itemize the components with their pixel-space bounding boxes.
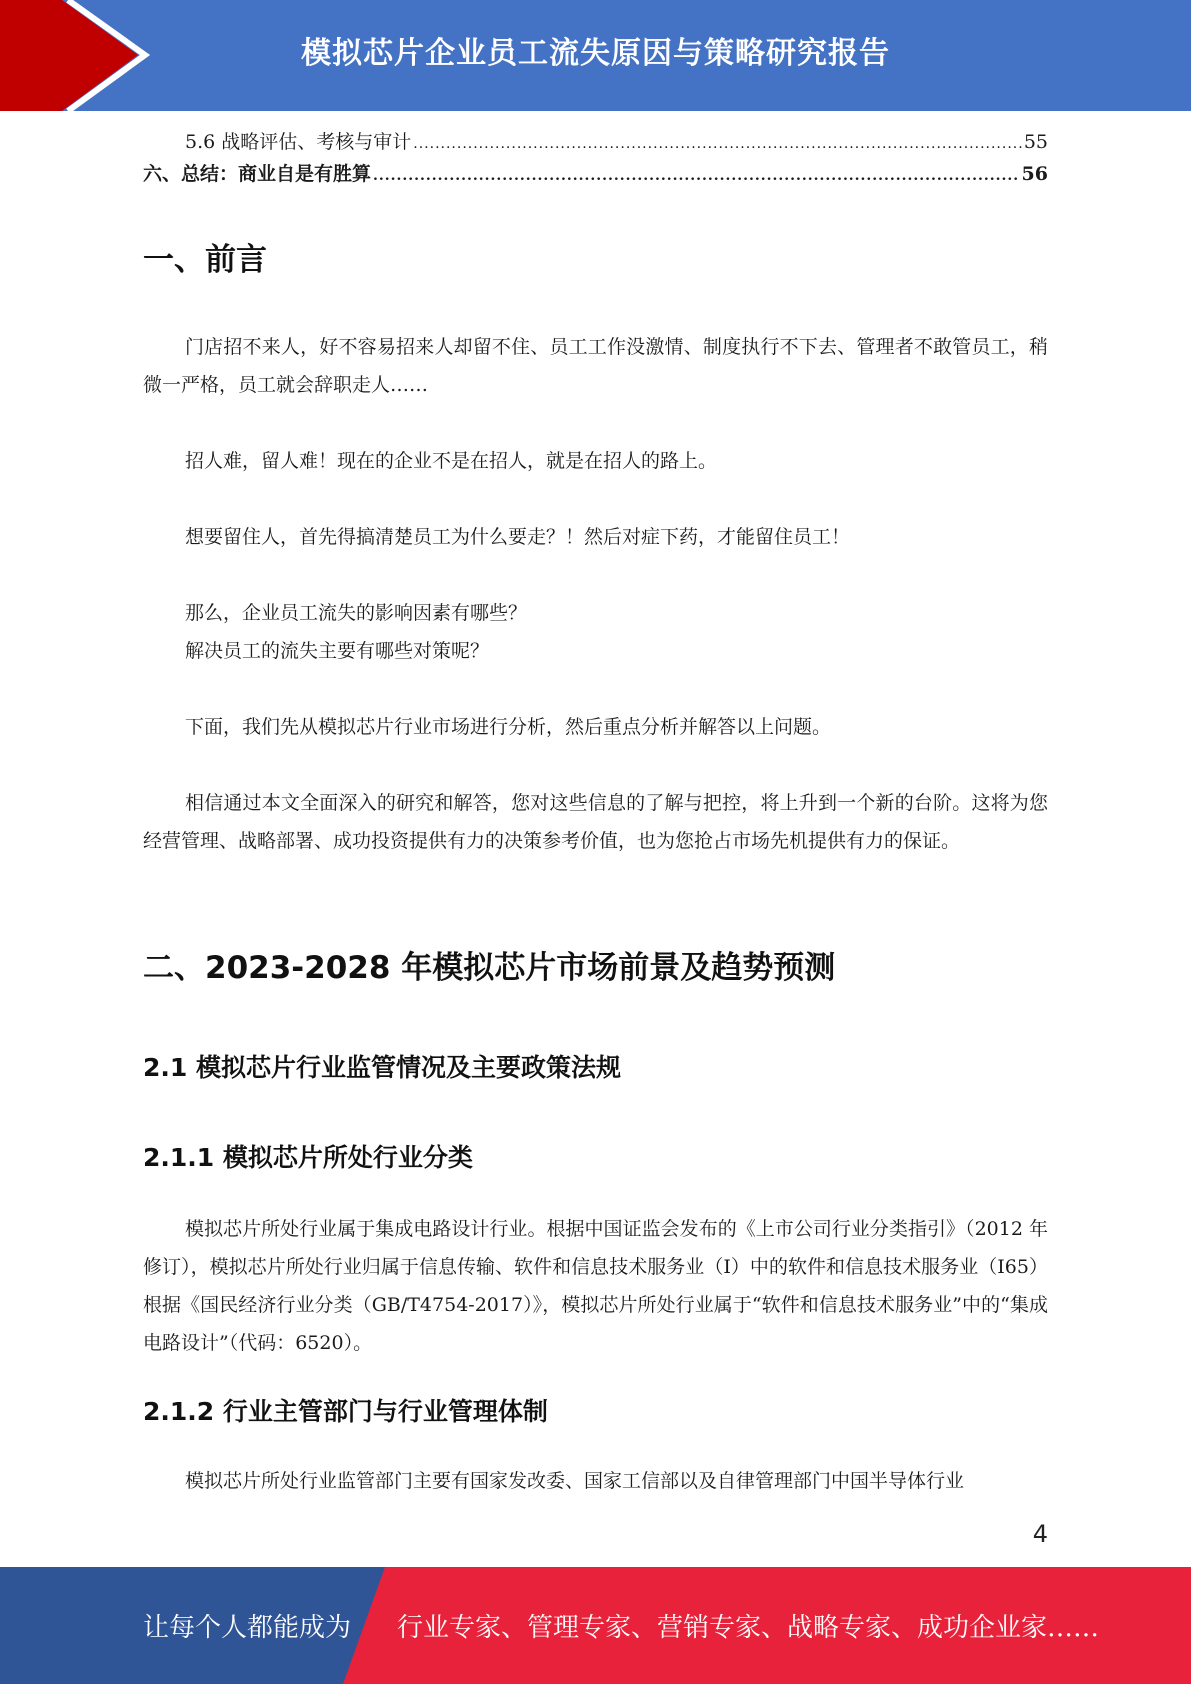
subsection-heading-2-1-2: 2.1.2 行业主管部门与行业管理体制	[143, 1397, 548, 1426]
toc-leader-dots	[373, 160, 1020, 192]
toc-entry-label: 5.6 战略评估、考核与审计	[185, 131, 412, 153]
paragraph: 相信通过本文全面深入的研究和解答，您对这些信息的了解与把控，将上升到一个新的台阶。这将为您经营管理、战略部署、成功投资提供有力的决策参考价值，也为您抢占市场先机提供有力的保证。	[143, 792, 1048, 852]
toc-leader-dots	[413, 128, 1022, 160]
subsection-heading-2-1: 2.1 模拟芯片行业监管情况及主要政策法规	[143, 1053, 621, 1082]
paragraph: 解决员工的流失主要有哪些对策呢？	[185, 640, 490, 662]
paragraph: 下面，我们先从模拟芯片行业市场进行分析，然后重点分析并解答以上问题。	[185, 716, 832, 738]
paragraph: 招人难，留人难！现在的企业不是在招人，就是在招人的路上。	[185, 450, 718, 472]
paragraph: 那么，企业员工流失的影响因素有哪些？	[185, 602, 528, 624]
header-chevron-decoration	[0, 0, 160, 111]
subsection-heading-2-1-1: 2.1.1 模拟芯片所处行业分类	[143, 1143, 473, 1172]
section-heading-preface: 一、前言	[143, 242, 267, 278]
page-number: 4	[1032, 1520, 1048, 1548]
toc-entry-label: 六、总结：商业自是有胜算	[143, 163, 372, 185]
paragraph: 想要留住人，首先得搞清楚员工为什么要走？！然后对症下药，才能留住员工！	[185, 526, 851, 548]
header-banner	[0, 0, 1191, 111]
toc-entry-page: 56	[1021, 163, 1048, 185]
toc-entry-page: 55	[1023, 131, 1048, 153]
paragraph: 模拟芯片所处行业属于集成电路设计行业。根据中国证监会发布的《上市公司行业分类指引》（2012 年修订），模拟芯片所处行业归属于信息传输、软件和信息技术服务业（I）中的软件和信息技术服务业（I65）根据《国民经济行业分类（GB/T4754-2017）》，模拟芯片所处行业属于“软件和信息技术服务业”中的“集成电路设计”（代码：6520）。	[143, 1218, 1048, 1354]
footer-slogan-right: 行业专家、管理专家、营销专家、战略专家、成功企业家……	[397, 1613, 1100, 1643]
footer-banner	[0, 1567, 1191, 1684]
toc-entry-5-6[interactable]	[143, 126, 1048, 158]
page-content	[143, 126, 1048, 1492]
paragraph: 模拟芯片所处行业监管部门主要有国家发改委、国家工信部以及自律管理部门中国半导体行业	[185, 1470, 965, 1492]
toc-entry-6[interactable]	[143, 158, 1048, 190]
report-title: 模拟芯片企业员工流失原因与策略研究报告	[301, 36, 890, 71]
footer-slogan-left: 让每个人都能成为	[143, 1613, 352, 1643]
paragraph: 门店招不来人，好不容易招来人却留不住、员工工作没激情、制度执行不下去、管理者不敢管员工，稍微一严格，员工就会辞职走人……	[143, 336, 1048, 396]
section-heading-market-outlook: 二、2023-2028 年模拟芯片市场前景及趋势预测	[143, 950, 836, 986]
